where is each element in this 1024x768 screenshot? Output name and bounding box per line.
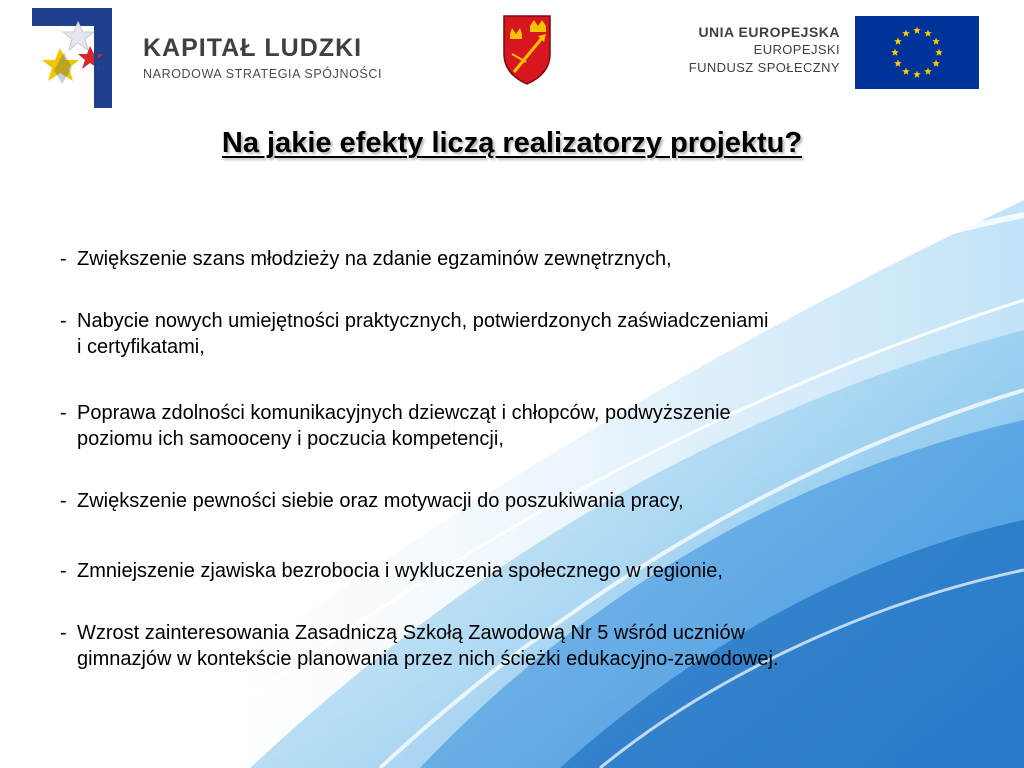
eu-flag-icon xyxy=(855,16,979,89)
bullet-line-1: Zwiększenie szans młodzieży na zdanie egzaminów zewnętrznych, xyxy=(77,248,672,270)
kapital-ludzki-text xyxy=(143,34,382,82)
kapital-ludzki-title: KAPITAŁ LUDZKI xyxy=(143,34,363,62)
kapital-ludzki-logo-icon xyxy=(32,8,112,108)
bullet-line-2: gimnazjów w kontekście planowania przez nich ścieżki edukacyjno-zawodowej. xyxy=(77,648,779,670)
bullet-item xyxy=(60,400,1000,452)
bullet-item xyxy=(60,246,1000,272)
slide-title: Na jakie efekty liczą realizatorzy projektu? xyxy=(221,127,803,159)
bullet-list xyxy=(60,246,1000,672)
bullet-dash: - xyxy=(60,622,67,644)
bullet-line-1: Nabycie nowych umiejętności praktycznych, potwierdzonych zaświadczeniami xyxy=(77,310,769,332)
bullet-line-2: poziomu ich samooceny i poczucia kompetencji, xyxy=(77,428,504,450)
bullet-line-1: Poprawa zdolności komunikacyjnych dziewcząt i chłopców, podwyższenie xyxy=(77,402,731,424)
bullet-item xyxy=(60,620,1000,672)
bullet-dash: - xyxy=(60,310,67,332)
bullet-item xyxy=(60,558,1000,584)
eu-fund-line1: EUROPEJSKI xyxy=(753,42,840,57)
bullet-dash: - xyxy=(60,490,67,512)
logo-bar xyxy=(0,0,1024,110)
bullet-item xyxy=(60,308,1000,360)
bullet-line-1: Zmniejszenie zjawiska bezrobocia i wykluczenia społecznego w regionie, xyxy=(77,560,723,582)
eu-fund-line2: FUNDUSZ SPOŁECZNY xyxy=(688,60,840,75)
city-coat-of-arms-icon xyxy=(502,14,552,86)
bullet-item xyxy=(60,488,1000,514)
eu-text-block xyxy=(660,23,840,77)
eu-title: UNIA EUROPEJSKA xyxy=(698,24,840,40)
bullet-line-1: Zwiększenie pewności siebie oraz motywacji do poszukiwania pracy, xyxy=(77,490,684,512)
kapital-ludzki-subtitle: NARODOWA STRATEGIA SPÓJNOŚCI xyxy=(143,67,383,81)
bullet-line-1: Wzrost zainteresowania Zasadniczą Szkołą Zawodową Nr 5 wśród uczniów xyxy=(77,622,746,644)
bullet-line-2: i certyfikatami, xyxy=(77,336,205,358)
bullet-dash: - xyxy=(60,248,67,270)
bullet-dash: - xyxy=(60,402,67,424)
bullet-dash: - xyxy=(60,560,67,582)
